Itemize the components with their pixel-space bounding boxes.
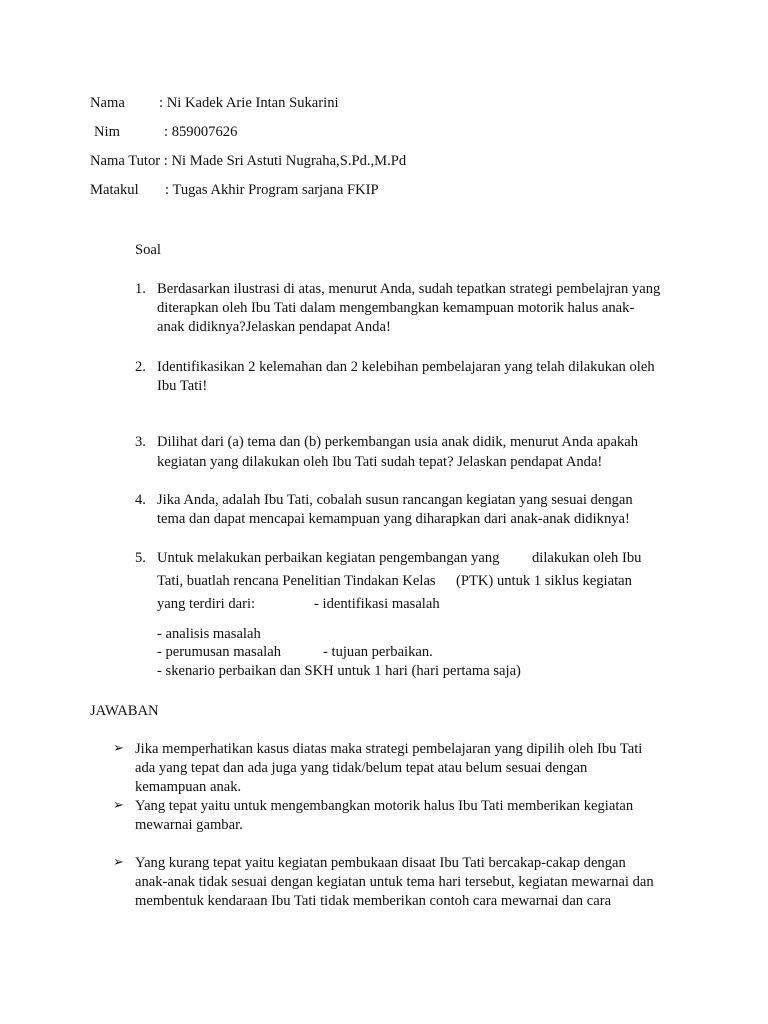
arrow-bullet-icon: ➢ bbox=[113, 855, 124, 870]
soal-item-2-line-2: Ibu Tati! bbox=[157, 378, 208, 394]
sub-item-perumusan: - perumusan masalah bbox=[157, 644, 282, 660]
nama-value: : Ni Kadek Arie Intan Sukarini bbox=[159, 95, 339, 111]
nim-label: Nim bbox=[94, 124, 120, 140]
soal-item-1-line-2: diterapkan oleh Ibu Tati dalam mengembangkan kemampuan motorik halus anak- bbox=[157, 300, 635, 316]
soal-item-1-line-1: Berdasarkan ilustrasi di atas, menurut Anda, sudah tepatkan strategi pembelajran yang bbox=[157, 281, 661, 297]
matakul-value: : Tugas Akhir Program sarjana FKIP bbox=[165, 182, 379, 198]
soal-item-5-line-2a: Tati, buatlah rencana Penelitian Tindakan Kelas bbox=[157, 573, 436, 589]
matakul-label: Matakul bbox=[90, 182, 139, 198]
soal-item-4-line-2: tema dan dapat mencapai kemampuan yang diharapkan dari anak-anak didiknya! bbox=[157, 511, 630, 527]
soal-item-3-number: 3. bbox=[135, 434, 146, 450]
jawaban-bullet-2-line-1: Yang tepat yaitu untuk mengembangkan motorik halus Ibu Tati memberikan kegiatan bbox=[135, 798, 634, 814]
soal-item-3-line-2: kegiatan yang dilakukan oleh Ibu Tati sudah tepat? Jelaskan pendapat Anda! bbox=[157, 454, 603, 470]
arrow-bullet-icon: ➢ bbox=[113, 741, 124, 756]
jawaban-bullet-2-line-2: mewarnai gambar. bbox=[135, 817, 243, 833]
soal-item-5-number: 5. bbox=[135, 550, 146, 566]
soal-item-1-number: 1. bbox=[135, 281, 146, 297]
nim-value: : 859007626 bbox=[164, 124, 238, 140]
jawaban-bullet-3-line-3: membentuk kendaraan Ibu Tati tidak memberikan contoh cara mewarnai dan cara bbox=[135, 893, 612, 909]
jawaban-heading: JAWABAN bbox=[90, 703, 159, 719]
nama-label: Nama bbox=[90, 95, 125, 111]
jawaban-bullet-1-line-1: Jika memperhatikan kasus diatas maka strategi pembelajaran yang dipilih oleh Ibu Tati bbox=[135, 741, 643, 757]
soal-item-5-line-1a: Untuk melakukan perbaikan kegiatan pengembangan yang bbox=[157, 550, 500, 566]
soal-item-3-line-1: Dilihat dari (a) tema dan (b) perkembangan usia anak didik, menurut Anda apakah bbox=[157, 434, 639, 450]
soal-item-2-line-1: Identifikasikan 2 kelemahan dan 2 kelebihan pembelajaran yang telah dilakukan oleh bbox=[157, 359, 655, 375]
soal-item-5-line-1b: dilakukan oleh Ibu bbox=[532, 550, 642, 566]
sub-item-analisis: - analisis masalah bbox=[157, 626, 261, 642]
soal-item-2-number: 2. bbox=[135, 359, 146, 375]
jawaban-bullet-3-line-2: anak-anak tidak sesuai dengan kegiatan untuk tema hari tersebut, kegiatan mewarnai dan bbox=[135, 874, 654, 890]
soal-item-4-number: 4. bbox=[135, 492, 146, 508]
soal-item-5-line-3a: yang terdiri dari: bbox=[157, 596, 256, 612]
sub-item-skenario: - skenario perbaikan dan SKH untuk 1 hari (hari pertama saja) bbox=[157, 663, 521, 679]
tutor-line: Nama Tutor : Ni Made Sri Astuti Nugraha,S.Pd.,M.Pd bbox=[90, 153, 407, 169]
soal-heading: Soal bbox=[135, 242, 161, 258]
soal-item-4-line-1: Jika Anda, adalah Ibu Tati, cobalah susun rancangan kegiatan yang sesuai dengan bbox=[157, 492, 633, 508]
jawaban-bullet-3-line-1: Yang kurang tepat yaitu kegiatan pembukaan disaat Ibu Tati bercakap-cakap dengan bbox=[135, 855, 626, 871]
sub-item-tujuan: - tujuan perbaikan. bbox=[323, 644, 433, 660]
soal-item-1-line-3: anak didiknya?Jelaskan pendapat Anda! bbox=[157, 319, 391, 335]
soal-item-5-line-3b: - identifikasi masalah bbox=[314, 596, 440, 612]
jawaban-bullet-1-line-2: ada yang tepat dan ada juga yang tidak/belum tepat atau belum sesuai dengan bbox=[135, 760, 588, 776]
arrow-bullet-icon: ➢ bbox=[113, 798, 124, 813]
soal-item-5-line-2b: (PTK) untuk 1 siklus kegiatan bbox=[456, 573, 632, 589]
jawaban-bullet-1-line-3: kemampuan anak. bbox=[135, 779, 242, 795]
